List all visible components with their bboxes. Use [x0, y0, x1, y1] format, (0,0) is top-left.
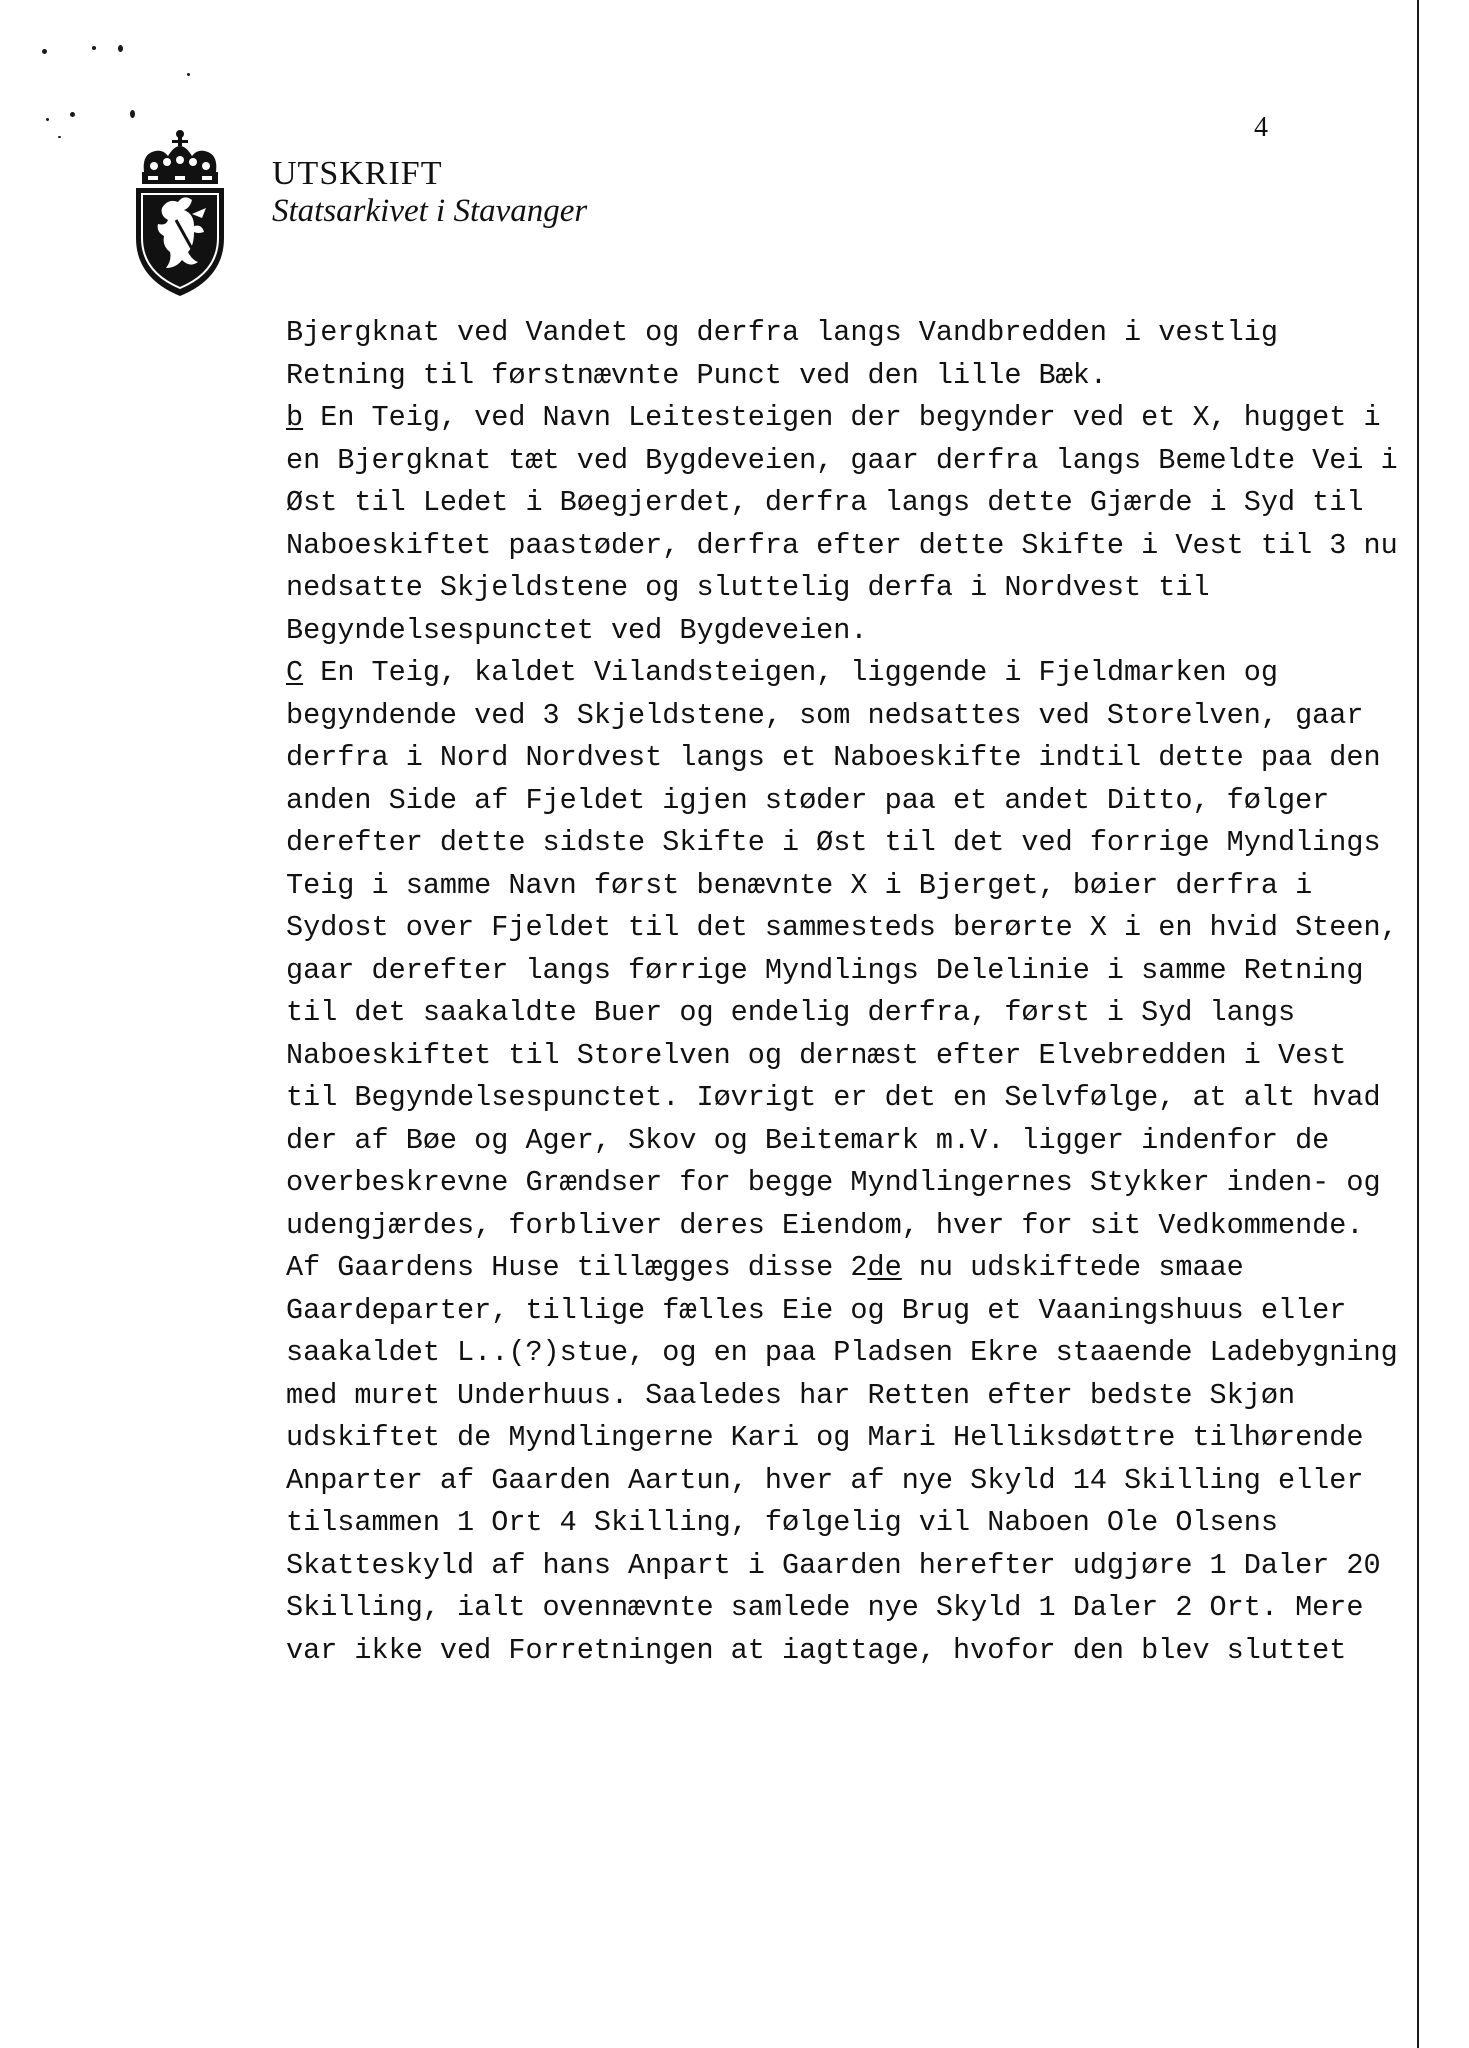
archive-name: Statsarkivet i Stavanger — [272, 193, 588, 229]
speck — [58, 136, 61, 138]
text-line-content: nu udskiftede smaae — [901, 1251, 1244, 1284]
text-line — [286, 652, 1406, 695]
text-line: begyndende ved 3 Skjeldstene, som nedsattes ved Storelven, gaar — [286, 698, 1364, 732]
text-line-content: En Teig, kaldet Vilandsteigen, liggende i Fjeldmarken og — [303, 656, 1278, 689]
text-line: overbeskrevne Grændser for begge Myndlingernes Stykker inden- og — [286, 1166, 1381, 1199]
text-line: Sydost over Fjeldet til det sammesteds berørte X i en hvid Steen, — [286, 911, 1398, 944]
speck — [130, 110, 135, 118]
text-line: tilsammen 1 Ort 4 Skilling, følgelig vil Naboen Ole Olsens — [286, 1506, 1278, 1539]
text-line — [286, 397, 1406, 440]
text-line: med muret Underhuus. Saaledes har Retten efter bedste Skjøn — [286, 1378, 1296, 1412]
speck — [187, 73, 190, 76]
document-title: UTSKRIFT — [272, 155, 443, 192]
text-line: Skatteskyld af hans Anpart i Gaarden herefter udgjøre 1 Daler 20 — [286, 1548, 1381, 1582]
page-number: 4 — [1254, 112, 1268, 143]
text-line: Retning til førstnævnte Punct ved den lille Bæk. — [286, 358, 1107, 392]
speck — [42, 49, 47, 54]
speck — [92, 46, 96, 50]
section-mark-b: b — [286, 401, 304, 434]
text-line: til Begyndelsespunctet. Iøvrigt er det en Selvfølge, at alt hvad — [286, 1081, 1381, 1114]
text-line: Naboeskiftet til Storelven og dernæst efter Elvebredden i Vest — [286, 1038, 1347, 1072]
text-line: Bjergknat ved Vandet og derfra langs Vandbredden i vestlig — [286, 316, 1278, 349]
text-line: Naboeskiftet paastøder, derfra efter dette Skifte i Vest til 3 nu — [286, 528, 1398, 562]
text-line: saakaldet L..(?)stue, og en paa Pladsen Ekre staaende Ladebygning — [286, 1336, 1398, 1369]
text-line: Teig i samme Navn først benævnte X i Bjerget, bøier derfra i — [286, 868, 1313, 902]
text-line: derfra i Nord Nordvest langs et Naboeskifte indtil dette paa den — [286, 741, 1381, 774]
speck — [118, 45, 123, 52]
text-line-content: Af Gaardens Huse tillægges disse 2 — [286, 1251, 868, 1284]
text-line: gaar derefter langs førrige Myndlings Delelinie i samme Retning — [286, 953, 1364, 987]
speck — [70, 112, 75, 117]
underlined-ordinal: de — [867, 1251, 902, 1284]
document-header — [272, 156, 587, 230]
text-line: en Bjergknat tæt ved Bygdeveien, gaar derfra langs Bemeldte Vei i — [286, 443, 1398, 477]
text-line: derefter dette sidste Skifte i Øst til det ved forrige Myndlings — [286, 826, 1381, 859]
speck — [46, 118, 49, 121]
text-line: udengjærdes, forbliver deres Eiendom, hver for sit Vedkommende. — [286, 1208, 1364, 1242]
text-line: anden Side af Fjeldet igjen støder paa et andet Ditto, følger — [286, 783, 1330, 817]
text-line: Øst til Ledet i Bøegjerdet, derfra langs dette Gjærde i Syd til — [286, 486, 1364, 519]
text-line: til det saakaldte Buer og endelig derfra, først i Syd langs — [286, 996, 1296, 1029]
text-line: der af Bøe og Ager, Skov og Beitemark m.V. ligger indenfor de — [286, 1123, 1330, 1157]
section-mark-c: C — [286, 656, 304, 689]
text-line: var ikke ved Forretningen at iagttage, hvofor den blev sluttet — [286, 1633, 1347, 1667]
norwegian-coat-of-arms-icon — [132, 128, 228, 298]
typed-transcript — [286, 312, 1406, 1672]
text-line: nedsatte Skjeldstene og sluttelig derfa i Nordvest til — [286, 571, 1210, 604]
text-line-content: En Teig, ved Navn Leitesteigen der begynder ved et X, hugget i — [303, 401, 1381, 434]
text-line: Gaardeparter, tillige fælles Eie og Brug et Vaaningshuus eller — [286, 1293, 1347, 1327]
text-line: udskiftet de Myndlingerne Kari og Mari Helliksdøttre tilhørende — [286, 1421, 1364, 1454]
text-line: Begyndelsespunctet ved Bygdeveien. — [286, 613, 868, 647]
text-line: Skilling, ialt ovennævnte samlede nye Skyld 1 Daler 2 Ort. Mere — [286, 1591, 1364, 1624]
text-line — [286, 1247, 1406, 1290]
text-line: Anparter af Gaarden Aartun, hver af nye Skyld 14 Skilling eller — [286, 1463, 1364, 1497]
